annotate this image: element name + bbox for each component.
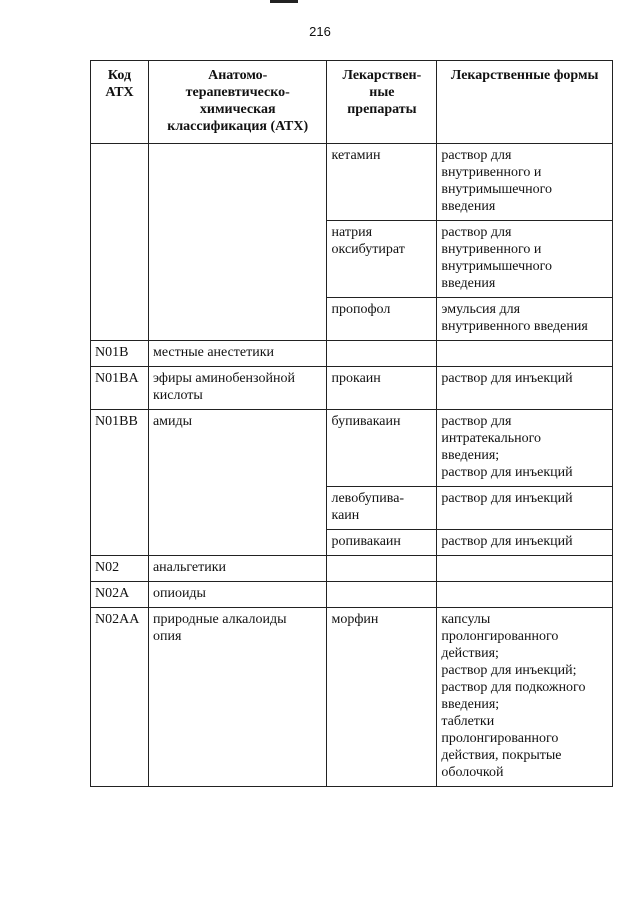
table-row (91, 608, 613, 787)
cell-line: введения; (441, 697, 500, 712)
drug-cell (327, 367, 437, 410)
form-cell (437, 487, 613, 530)
form-cell (437, 582, 613, 608)
code-cell (91, 144, 149, 341)
cell-line: интратекального (441, 431, 541, 446)
cell-line: введения (441, 199, 496, 214)
cell-line: эфиры аминобензойной (152, 371, 295, 386)
cell-line: бупивакаин (331, 414, 401, 429)
drug-cell (327, 298, 437, 341)
form-cell (437, 367, 613, 410)
cell-line: действия; (441, 646, 499, 661)
cell-line: оксибутират (331, 242, 405, 257)
cell-line: пропофол (331, 302, 391, 317)
cell-line: ные (369, 85, 395, 100)
cell-line: раствор для инъекций (441, 465, 573, 480)
cell-line: анальгетики (152, 560, 227, 575)
cell-line: оболочкой (441, 765, 504, 780)
form-cell (437, 608, 613, 787)
drug-cell (327, 144, 437, 221)
drug-cell (327, 341, 437, 367)
classification-cell (148, 144, 327, 341)
classification-cell (148, 556, 327, 582)
table-row (91, 556, 613, 582)
cell-line: раствор для инъекций (441, 534, 573, 549)
cell-line: Лекарственные формы (450, 68, 599, 83)
cell-line: левобупива- (331, 491, 405, 506)
drug-cell (327, 608, 437, 787)
cell-line: раствор для инъекций; (441, 663, 577, 678)
cell-line: химическая (199, 102, 276, 117)
table-row (91, 341, 613, 367)
page-number: 216 (309, 24, 331, 39)
cell-line: раствор для подкожного (441, 680, 586, 695)
cell-line: раствор для (441, 148, 512, 163)
cell-line: местные анестетики (152, 345, 275, 360)
cell-line: кетамин (331, 148, 381, 163)
cell-line: опия (152, 629, 182, 644)
cell-line: природные алкалоиды (152, 612, 287, 627)
code-cell: N01B (91, 341, 149, 367)
table-row (91, 367, 613, 410)
cell-line: пролонгированного (441, 731, 559, 746)
code-cell: N02AA (91, 608, 149, 787)
header-row (91, 61, 613, 144)
cell-line: амиды (152, 414, 193, 429)
cell-line: кислоты (152, 388, 203, 403)
cell-line: ропивакаин (331, 534, 401, 549)
table-row (91, 582, 613, 608)
classification-cell (148, 410, 327, 556)
form-cell (437, 410, 613, 487)
drug-cell (327, 487, 437, 530)
cell-line: капсулы (441, 612, 491, 627)
code-cell: N01BB (91, 410, 149, 556)
cell-line: классификация (АТХ) (167, 119, 309, 134)
header-drugs (327, 61, 437, 144)
form-cell (437, 298, 613, 341)
cell-line: АТХ (105, 85, 134, 100)
classification-cell (148, 582, 327, 608)
cell-line: натрия (331, 225, 373, 240)
cell-line: Код (107, 68, 132, 83)
classification-cell (148, 608, 327, 787)
form-cell (437, 144, 613, 221)
code-cell: N01BA (91, 367, 149, 410)
drug-cell (327, 410, 437, 487)
cell-line: эмульсия для (441, 302, 521, 317)
classification-cell (148, 367, 327, 410)
drug-cell (327, 582, 437, 608)
table-row (91, 144, 613, 221)
drug-cell (327, 556, 437, 582)
cell-line: внутримышечного (441, 259, 553, 274)
table-row (91, 410, 613, 487)
header-forms (437, 61, 613, 144)
cell-line: раствор для инъекций (441, 371, 573, 386)
drug-cell (327, 221, 437, 298)
cell-line: таблетки (441, 714, 495, 729)
cell-line: введения; (441, 448, 500, 463)
cell-line: терапевтическо- (185, 85, 290, 100)
drug-cell (327, 530, 437, 556)
cell-line: раствор для (441, 414, 512, 429)
cell-line: Лекарствен- (342, 68, 422, 83)
form-cell (437, 556, 613, 582)
header-code (91, 61, 149, 144)
cell-line: прокаин (331, 371, 381, 386)
cell-line: внутримышечного (441, 182, 553, 197)
cell-line: каин (331, 508, 360, 523)
top-scan-mark (270, 0, 298, 3)
cell-line: внутривенного и (441, 165, 542, 180)
cell-line: Анатомо- (208, 68, 268, 83)
form-cell (437, 221, 613, 298)
form-cell (437, 341, 613, 367)
header-classification (148, 61, 327, 144)
cell-line: раствор для (441, 225, 512, 240)
cell-line: внутривенного введения (441, 319, 588, 334)
atx-drug-table (90, 60, 613, 787)
cell-line: препараты (347, 102, 417, 117)
cell-line: опиоиды (152, 586, 206, 601)
cell-line: введения (441, 276, 496, 291)
form-cell (437, 530, 613, 556)
classification-cell (148, 341, 327, 367)
code-cell: N02 (91, 556, 149, 582)
cell-line: внутривенного и (441, 242, 542, 257)
cell-line: раствор для инъекций (441, 491, 573, 506)
cell-line: морфин (331, 612, 379, 627)
cell-line: пролонгированного (441, 629, 559, 644)
cell-line: действия, покрытые (441, 748, 562, 763)
code-cell: N02A (91, 582, 149, 608)
